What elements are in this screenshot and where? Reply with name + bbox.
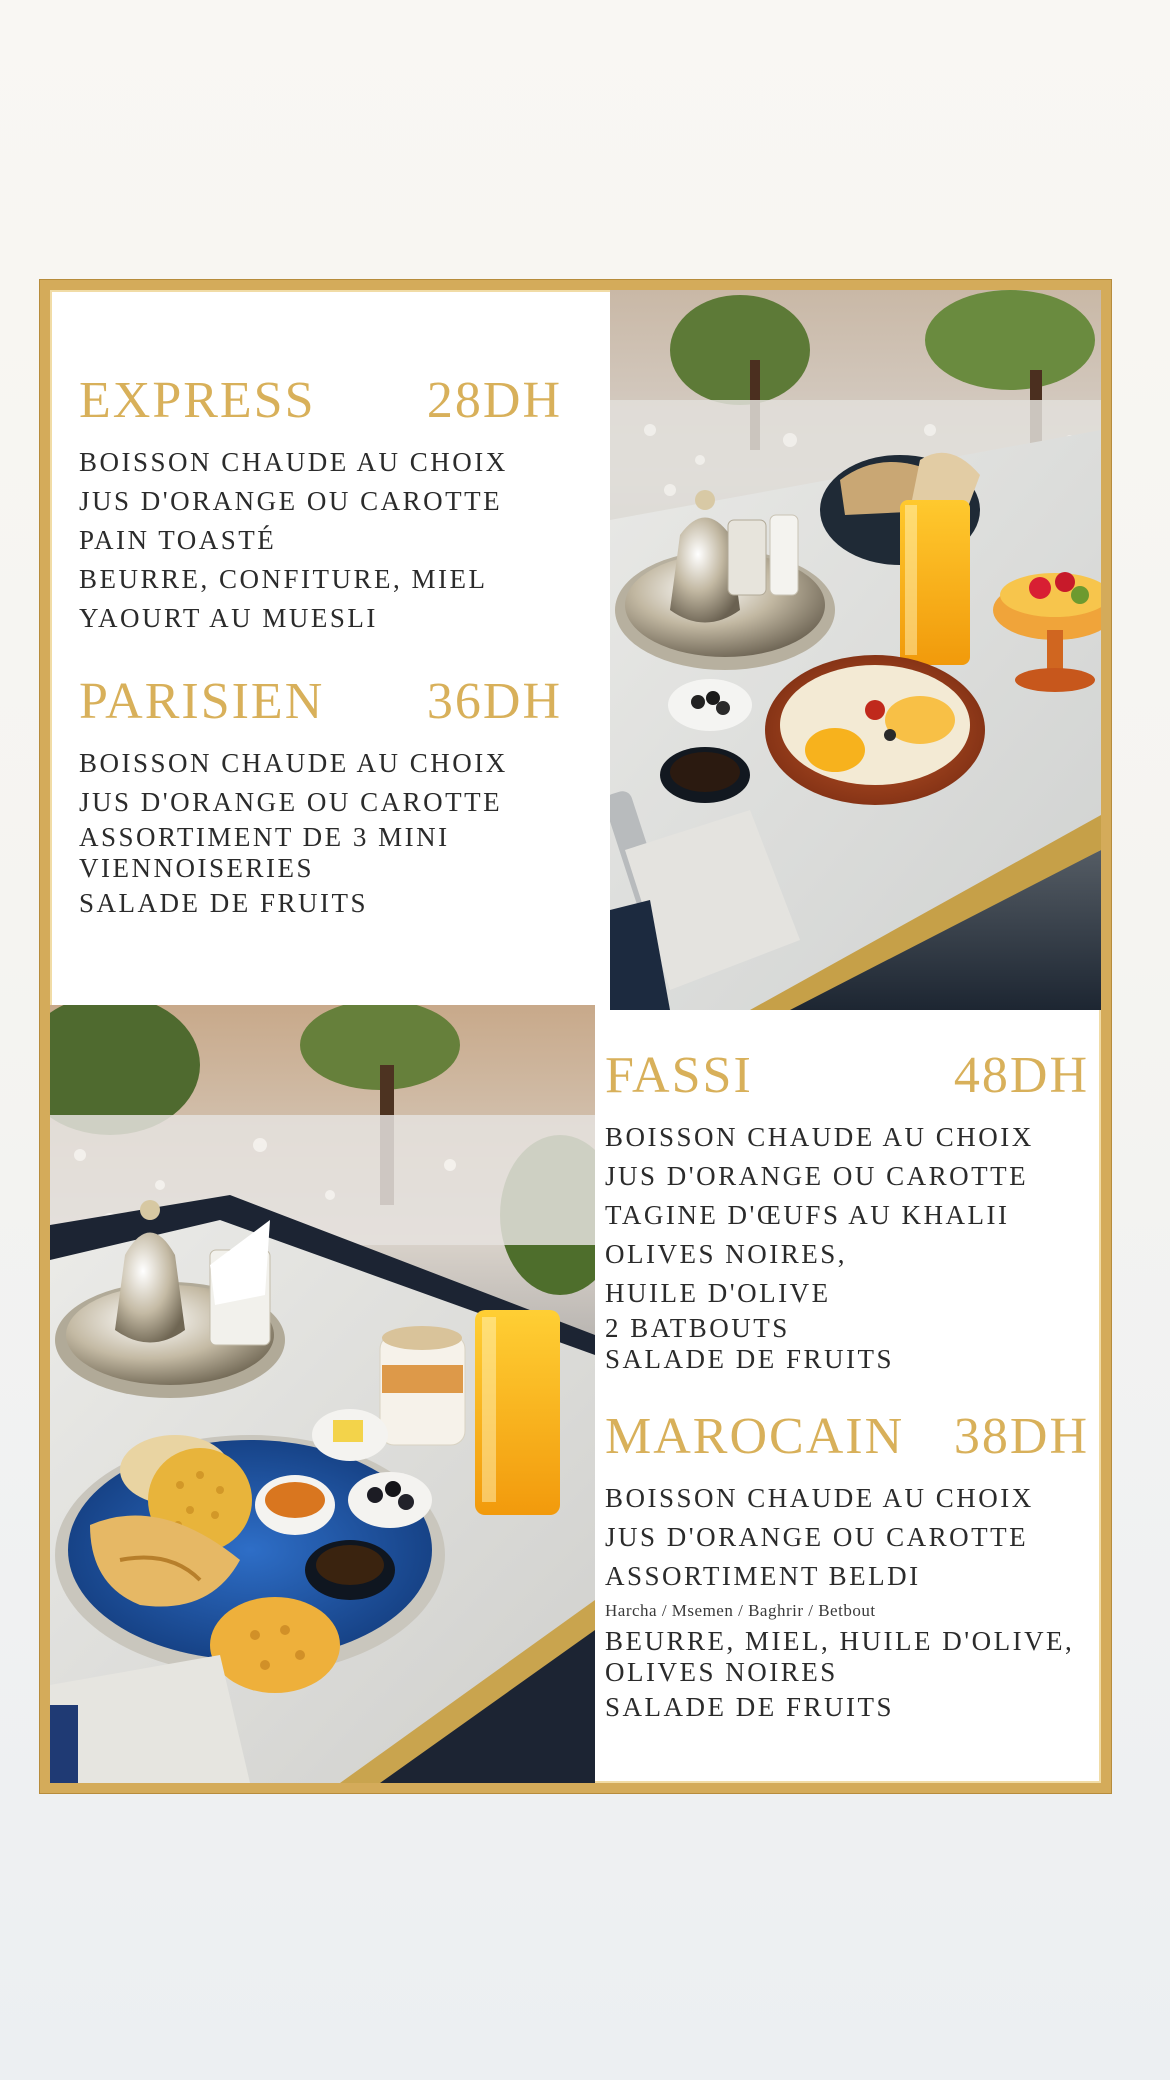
menu-fassi-header: [605, 1047, 1089, 1104]
menu-marocain: [605, 1408, 1089, 1727]
menu-fassi-item: HUILE D'OLIVE: [605, 1278, 831, 1308]
menu-parisien-item: VIENNOISERIES: [79, 853, 314, 883]
menu-parisien-item: JUS D'ORANGE OU CAROTTE: [79, 787, 503, 817]
menu-express-header: [79, 372, 562, 429]
menu-fassi-title: FASSI: [605, 1047, 753, 1104]
menu-marocain-item: BOISSON CHAUDE AU CHOIX: [605, 1483, 1034, 1513]
menu-parisien-item: SALADE DE FRUITS: [79, 888, 369, 918]
menu-fassi-item: 2 BATBOUTS: [605, 1313, 790, 1343]
menu-express-item: JUS D'ORANGE OU CAROTTE: [79, 486, 503, 516]
menu-parisien-item: BOISSON CHAUDE AU CHOIX: [79, 748, 508, 778]
menu-fassi-item: JUS D'ORANGE OU CAROTTE: [605, 1161, 1029, 1191]
menu-marocain-item: OLIVES NOIRES: [605, 1657, 838, 1687]
menu-fassi-item: TAGINE D'ŒUFS AU KHALII: [605, 1200, 1010, 1230]
menu-fassi-price: 48DH: [953, 1047, 1089, 1104]
menu-marocain-subnote: Harcha / Msemen / Baghrir / Betbout: [605, 1601, 876, 1620]
menu-parisien-title: PARISIEN: [79, 673, 325, 730]
menu-express-item: BOISSON CHAUDE AU CHOIX: [79, 447, 508, 477]
menu-parisien-price: 36DH: [426, 673, 562, 730]
menu-parisien-item: ASSORTIMENT DE 3 MINI: [79, 822, 450, 852]
menu-express: [79, 372, 562, 638]
menu-marocain-title: MAROCAIN: [605, 1408, 905, 1465]
menu-marocain-item: JUS D'ORANGE OU CAROTTE: [605, 1522, 1029, 1552]
menu-express-item: YAOURT AU MUESLI: [79, 603, 378, 633]
menu-marocain-price: 38DH: [953, 1408, 1089, 1465]
photo-msemen-breakfast: [50, 1005, 595, 1783]
menu-express-item: BEURRE, CONFITURE, MIEL: [79, 564, 488, 594]
menu-express-title: EXPRESS: [79, 372, 316, 429]
menu-parisien: [79, 673, 562, 923]
menu-marocain-item: SALADE DE FRUITS: [605, 1692, 895, 1722]
menu-fassi-item: BOISSON CHAUDE AU CHOIX: [605, 1122, 1034, 1152]
menu-parisien-header: [79, 673, 562, 730]
menu-fassi-item: OLIVES NOIRES,: [605, 1239, 847, 1269]
menu-marocain-item: BEURRE, MIEL, HUILE D'OLIVE,: [605, 1626, 1075, 1656]
photo-tagine-breakfast: [610, 290, 1101, 1010]
menu-marocain-item: ASSORTIMENT BELDI: [605, 1561, 921, 1591]
menu-marocain-header: [605, 1408, 1089, 1465]
menu-card: [40, 280, 1111, 1793]
menu-fassi-item: SALADE DE FRUITS: [605, 1344, 895, 1374]
menu-express-price: 28DH: [426, 372, 562, 429]
menu-card-inner: [50, 290, 1101, 1783]
menu-express-item: PAIN TOASTÉ: [79, 525, 277, 555]
menu-fassi: [605, 1047, 1089, 1375]
